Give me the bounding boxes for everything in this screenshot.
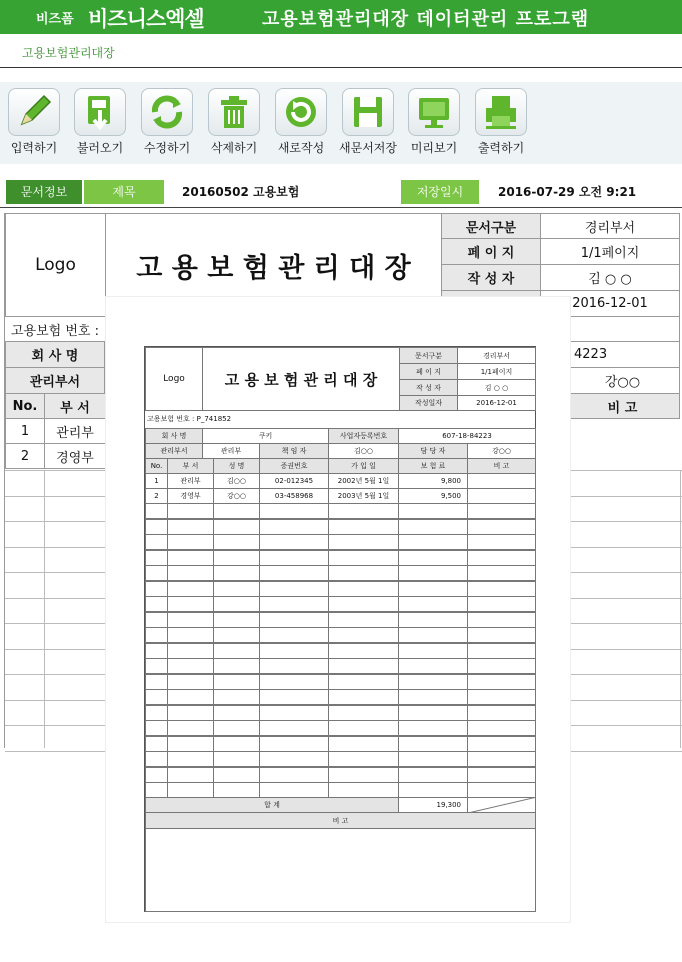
table-cell	[398, 674, 468, 690]
table-cell: 2	[145, 488, 168, 504]
table-cell	[167, 550, 214, 566]
table-cell	[398, 643, 468, 659]
preview-company-label: 회 사 명	[145, 428, 203, 444]
table-cell	[467, 689, 536, 705]
preview-total-label: 합 계	[145, 797, 399, 813]
table-cell	[259, 519, 329, 535]
table-cell	[167, 767, 214, 783]
table-cell	[328, 534, 399, 550]
table-cell: 김○○	[213, 473, 260, 489]
table-cell	[167, 581, 214, 597]
app-title: 고용보험관리대장 데이터관리 프로그램	[262, 9, 590, 30]
table-cell	[167, 534, 214, 550]
table-cell	[213, 736, 260, 752]
table-cell	[145, 705, 168, 721]
preview-page	[144, 346, 536, 912]
doc-info-label: 문서정보	[6, 180, 82, 204]
table-cell	[328, 627, 399, 643]
table-cell	[328, 705, 399, 721]
table-cell	[259, 751, 329, 767]
table-cell	[259, 627, 329, 643]
table-cell	[467, 550, 536, 566]
table-cell	[467, 534, 536, 550]
table-cell	[259, 503, 329, 519]
preview-dept-value: 관리부	[202, 443, 260, 459]
col-dept: 부 서	[44, 393, 106, 419]
preview-logo: Logo	[145, 347, 203, 411]
refresh-icon	[147, 92, 187, 132]
col-note: 비 고	[565, 393, 680, 419]
table-cell	[213, 550, 260, 566]
table-cell	[145, 658, 168, 674]
table-cell	[259, 705, 329, 721]
table-cell	[467, 643, 536, 659]
col-no: No.	[5, 393, 45, 419]
manager-value: 강○○	[565, 367, 680, 394]
table-cell	[213, 534, 260, 550]
table-cell	[398, 519, 468, 535]
table-cell	[398, 767, 468, 783]
author-label: 작 성 자	[441, 264, 541, 291]
insurance-number: 고용보험 번호 :	[5, 316, 680, 342]
table-cell	[145, 581, 168, 597]
table-cell	[213, 503, 260, 519]
preview-col-dept: 부 서	[167, 458, 214, 474]
diagonal-line	[468, 797, 535, 813]
delete-button[interactable]	[203, 88, 265, 158]
preview-col-fee: 보 험 료	[398, 458, 468, 474]
preview-date-value: 2016-12-01	[457, 395, 536, 411]
preview-remarks-label: 비 고	[145, 812, 536, 829]
subject-label: 제목	[84, 180, 164, 204]
table-cell	[213, 674, 260, 690]
table-cell	[213, 612, 260, 628]
table-cell: 9,800	[398, 473, 468, 489]
bizno-partial: 4223	[565, 341, 680, 368]
table-cell	[167, 596, 214, 612]
table-cell	[467, 612, 536, 628]
table-cell	[167, 720, 214, 736]
row-no: 1	[5, 418, 45, 444]
trash-icon	[214, 92, 254, 132]
edit-button[interactable]	[136, 88, 198, 158]
new-icon	[281, 92, 321, 132]
brand-logo: 비즈니스엑셀	[88, 7, 204, 31]
preview-col-note: 비 고	[467, 458, 536, 474]
doc-type-value: 경리부서	[540, 213, 680, 239]
preview-author-value: 김 ○ ○	[457, 379, 536, 396]
preview-col-name: 성 명	[213, 458, 260, 474]
table-cell	[328, 658, 399, 674]
table-cell	[467, 519, 536, 535]
table-cell	[145, 612, 168, 628]
load-button[interactable]	[69, 88, 131, 158]
table-cell	[213, 519, 260, 535]
row-dept: 경영부	[44, 443, 106, 469]
table-cell	[145, 736, 168, 752]
table-cell	[398, 534, 468, 550]
preview-dept-label: 관리부서	[145, 443, 203, 459]
toolbar	[0, 82, 682, 164]
table-cell	[328, 596, 399, 612]
table-cell: 03-458968	[259, 488, 329, 504]
table-cell	[145, 596, 168, 612]
table-cell	[398, 658, 468, 674]
table-cell	[213, 581, 260, 597]
preview-col-id: 증권번호	[259, 458, 329, 474]
doc-info-bar	[0, 180, 682, 204]
table-cell	[145, 565, 168, 581]
table-cell	[398, 550, 468, 566]
table-cell	[167, 674, 214, 690]
preview-date-label: 작성일자	[399, 395, 458, 411]
table-cell	[145, 643, 168, 659]
table-cell	[398, 705, 468, 721]
preview-remarks-box	[145, 828, 536, 912]
table-cell	[467, 503, 536, 519]
table-cell	[167, 782, 214, 798]
table-cell: 경영부	[167, 488, 214, 504]
subject-value: 20160502 고용보험	[182, 185, 300, 199]
table-cell	[398, 627, 468, 643]
table-cell	[167, 751, 214, 767]
table-cell	[398, 612, 468, 628]
row-no: 2	[5, 443, 45, 469]
table-cell	[167, 736, 214, 752]
new-button[interactable]	[270, 88, 332, 158]
preview-title: 고 용 보 험 관 리 대 장	[202, 347, 400, 411]
table-cell	[145, 767, 168, 783]
table-cell	[145, 550, 168, 566]
table-cell	[328, 751, 399, 767]
preview-page-label: 페 이 지	[399, 363, 458, 380]
table-cell	[167, 643, 214, 659]
preview-insurance-number: 고용보험 번호 : P_741852	[147, 415, 232, 423]
table-cell	[328, 612, 399, 628]
table-cell	[213, 767, 260, 783]
grid-line	[44, 470, 45, 748]
table-cell	[213, 751, 260, 767]
table-cell	[467, 565, 536, 581]
brand-small: 비즈폼	[36, 12, 74, 27]
table-cell	[467, 473, 536, 489]
table-cell	[145, 782, 168, 798]
input-label: 입력하기	[10, 141, 58, 155]
doc-type-label: 문서구분	[441, 213, 541, 239]
print-label: 출력하기	[477, 141, 525, 155]
table-cell	[467, 488, 536, 504]
load-icon	[80, 92, 120, 132]
table-cell	[328, 581, 399, 597]
preview-col-join: 가 입 일	[328, 458, 399, 474]
table-cell	[328, 503, 399, 519]
input-button[interactable]	[3, 88, 65, 158]
table-cell	[145, 503, 168, 519]
table-cell	[398, 596, 468, 612]
preview-resp-label: 책 임 자	[259, 443, 329, 459]
table-cell	[398, 736, 468, 752]
table-cell	[167, 519, 214, 535]
print-button[interactable]	[470, 88, 532, 158]
table-cell	[328, 720, 399, 736]
table-cell	[467, 581, 536, 597]
author-value: 김 ○ ○	[540, 264, 680, 291]
table-cell	[145, 674, 168, 690]
table-cell	[467, 596, 536, 612]
table-cell	[398, 720, 468, 736]
form-title: 고 용 보 험 관 리 대 장	[105, 213, 442, 317]
table-cell	[213, 565, 260, 581]
monitor-icon	[414, 92, 454, 132]
table-cell	[398, 751, 468, 767]
new-label: 새로작성	[277, 141, 325, 155]
table-cell	[259, 550, 329, 566]
saved-value: 2016-07-29 오전 9:21	[498, 185, 637, 199]
table-cell	[145, 519, 168, 535]
preview-manager-value: 강○○	[467, 443, 536, 459]
preview-bizno-label: 사업자등록번호	[328, 428, 399, 444]
row-dept: 관리부	[44, 418, 106, 444]
table-cell	[467, 705, 536, 721]
table-cell	[145, 720, 168, 736]
table-cell	[145, 689, 168, 705]
saved-label: 저장일시	[401, 180, 479, 204]
table-cell	[213, 689, 260, 705]
page-label: 페 이 지	[441, 238, 541, 265]
dept-label: 관리부서	[5, 367, 105, 394]
table-cell	[167, 705, 214, 721]
grid-line	[680, 470, 681, 748]
preview-total-value: 19,300	[398, 797, 468, 813]
table-cell: 강○○	[213, 488, 260, 504]
table-cell	[259, 674, 329, 690]
edit-label: 수정하기	[143, 141, 191, 155]
table-cell	[259, 643, 329, 659]
table-cell	[328, 782, 399, 798]
logo-cell: Logo	[5, 213, 106, 317]
table-cell	[213, 596, 260, 612]
table-cell: 1	[145, 473, 168, 489]
table-cell: 02-012345	[259, 473, 329, 489]
table-cell	[328, 674, 399, 690]
preview-company-value: 쿠키	[202, 428, 329, 444]
table-cell	[467, 767, 536, 783]
table-cell	[167, 612, 214, 628]
table-cell	[398, 689, 468, 705]
table-cell	[259, 565, 329, 581]
table-cell	[328, 550, 399, 566]
table-cell	[145, 534, 168, 550]
table-cell: 9,500	[398, 488, 468, 504]
table-cell	[328, 736, 399, 752]
table-cell	[259, 736, 329, 752]
table-cell: 관리부	[167, 473, 214, 489]
preview-bizno-value: 607-18-84223	[398, 428, 536, 444]
table-cell	[167, 689, 214, 705]
table-cell	[259, 689, 329, 705]
preview-total-note	[467, 797, 536, 813]
page-value: 1/1페이지	[540, 238, 680, 265]
table-cell	[145, 751, 168, 767]
table-cell	[467, 674, 536, 690]
table-cell	[259, 767, 329, 783]
table-cell	[328, 643, 399, 659]
preview-doc-type-label: 문서구분	[399, 347, 458, 364]
table-cell	[259, 534, 329, 550]
table-cell	[467, 782, 536, 798]
table-cell: 2002년 5월 1일	[328, 473, 399, 489]
table-cell	[467, 736, 536, 752]
preview-label: 미리보기	[410, 141, 458, 155]
table-cell	[467, 751, 536, 767]
table-cell	[398, 503, 468, 519]
table-cell	[213, 627, 260, 643]
table-cell	[398, 581, 468, 597]
table-cell	[167, 565, 214, 581]
table-cell	[259, 596, 329, 612]
table-cell	[328, 689, 399, 705]
table-cell	[467, 627, 536, 643]
preview-page-value: 1/1페이지	[457, 363, 536, 380]
app-header	[0, 0, 682, 34]
delete-label: 삭제하기	[210, 141, 258, 155]
table-cell	[467, 720, 536, 736]
preview-resp-value: 김○○	[328, 443, 399, 459]
table-cell	[213, 720, 260, 736]
sheet-title: 고용보험관리대장	[22, 46, 115, 60]
preview-button[interactable]	[403, 88, 465, 158]
table-cell	[213, 643, 260, 659]
save-new-button[interactable]	[337, 88, 399, 158]
save-new-label: 새문서저장	[339, 141, 397, 155]
table-cell	[259, 658, 329, 674]
table-cell	[398, 565, 468, 581]
table-cell	[398, 782, 468, 798]
table-cell	[167, 658, 214, 674]
table-cell	[213, 705, 260, 721]
table-cell	[167, 503, 214, 519]
table-cell	[213, 658, 260, 674]
table-cell	[145, 627, 168, 643]
table-cell	[259, 612, 329, 628]
table-cell	[328, 519, 399, 535]
date-value: 2016-12-01	[540, 290, 680, 317]
preview-doc-type-value: 경리부서	[457, 347, 536, 364]
table-cell	[328, 565, 399, 581]
table-cell	[213, 782, 260, 798]
load-label: 불러오기	[76, 141, 124, 155]
preview-col-no: No.	[145, 458, 168, 474]
table-cell	[259, 581, 329, 597]
table-cell	[167, 627, 214, 643]
company-label: 회 사 명	[5, 341, 105, 368]
save-icon	[348, 92, 388, 132]
table-cell: 2003년 5월 1일	[328, 488, 399, 504]
pencil-icon	[14, 92, 54, 132]
table-cell	[467, 658, 536, 674]
preview-author-label: 작 성 자	[399, 379, 458, 396]
preview-manager-label: 담 당 자	[398, 443, 468, 459]
divider	[0, 207, 682, 208]
table-cell	[328, 767, 399, 783]
sub-header	[0, 34, 682, 68]
table-cell	[259, 720, 329, 736]
table-cell	[259, 782, 329, 798]
printer-icon	[481, 92, 521, 132]
